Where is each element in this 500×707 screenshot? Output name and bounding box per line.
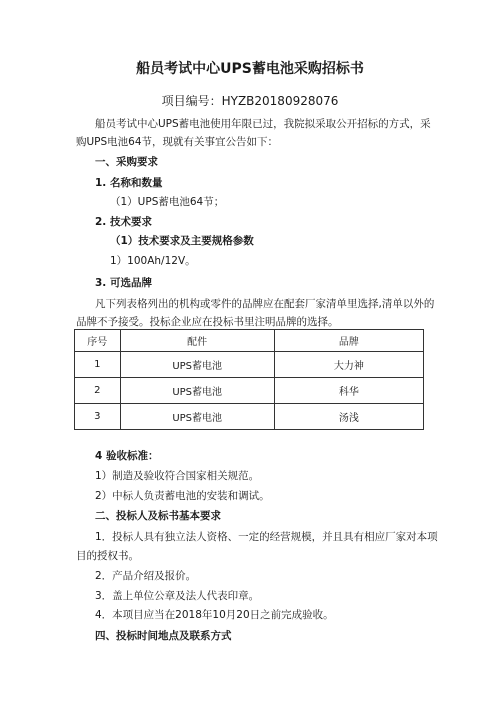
bidder-req-1-line-2: 目的授权书。 <box>76 550 139 562</box>
tech-spec-heading: （1）技术要求及主要规格参数 <box>110 235 254 247</box>
table-cell: 大力神 <box>274 352 423 378</box>
subsection-brands: 3. 可选品牌 <box>95 277 152 289</box>
table-row <box>75 352 424 378</box>
brand-table <box>74 329 424 430</box>
table-cell: UPS蓄电池 <box>120 352 274 378</box>
bidder-req-3: 3．盖上单位公章及法人代表印章。 <box>95 590 260 602</box>
table-row <box>75 404 424 430</box>
table-cell: 汤浅 <box>274 404 423 430</box>
subsection-acceptance: 4 验收标准： <box>95 450 159 462</box>
acceptance-item-2: 2）中标人负责蓄电池的安装和调试。 <box>95 490 270 502</box>
section-1-heading: 一、采购要求 <box>95 156 158 168</box>
acceptance-item-1: 1）制造及验收符合国家相关规范。 <box>95 470 260 482</box>
tech-spec-item: 1）100Ah/12V。 <box>110 255 196 267</box>
table-cell: 科华 <box>274 378 423 404</box>
table-cell: UPS蓄电池 <box>120 404 274 430</box>
table-cell: 2 <box>75 378 121 404</box>
bidder-req-4: 4．本项目应当在2018年10月20日之前完成验收。 <box>95 609 334 621</box>
table-row <box>75 378 424 404</box>
subsection-tech-requirements: 2. 技术要求 <box>95 216 152 228</box>
table-header-row <box>75 330 424 352</box>
subsection-name-quantity: 1. 名称和数量 <box>95 177 163 189</box>
bidder-req-2: 2．产品介绍及报价。 <box>95 570 197 582</box>
section-4-heading: 四、投标时间地点及联系方式 <box>95 630 232 642</box>
table-cell: 3 <box>75 404 121 430</box>
brand-note-line-1: 凡下列表格列出的机构或零件的品牌应在配套厂家清单里选择,清单以外的 <box>95 298 435 310</box>
intro-line-2: 购UPS电池64节，现就有关事宜公告如下： <box>76 136 279 148</box>
quantity-item: （1）UPS蓄电池64节； <box>110 196 225 208</box>
intro-line-1: 船员考试中心UPS蓄电池使用年限已过，我院拟采取公开招标的方式，采 <box>95 118 431 130</box>
table-header-cell: 序号 <box>75 330 121 352</box>
document-title: 船员考试中心UPS蓄电池采购招标书 <box>136 61 364 77</box>
project-number: 项目编号：HYZB20180928076 <box>161 94 339 108</box>
table-header-cell: 品牌 <box>274 330 423 352</box>
table-cell: 1 <box>75 352 121 378</box>
bidder-req-1-line-1: 1．投标人具有独立法人资格、一定的经营规模，并且具有相应厂家对本项 <box>95 531 438 543</box>
table-cell: UPS蓄电池 <box>120 378 274 404</box>
section-2-heading: 二、投标人及标书基本要求 <box>95 510 221 522</box>
brand-note-line-2: 品牌不予接受。投标企业应在投标书里注明品牌的选择。 <box>76 316 339 328</box>
table-header-cell: 配件 <box>120 330 274 352</box>
